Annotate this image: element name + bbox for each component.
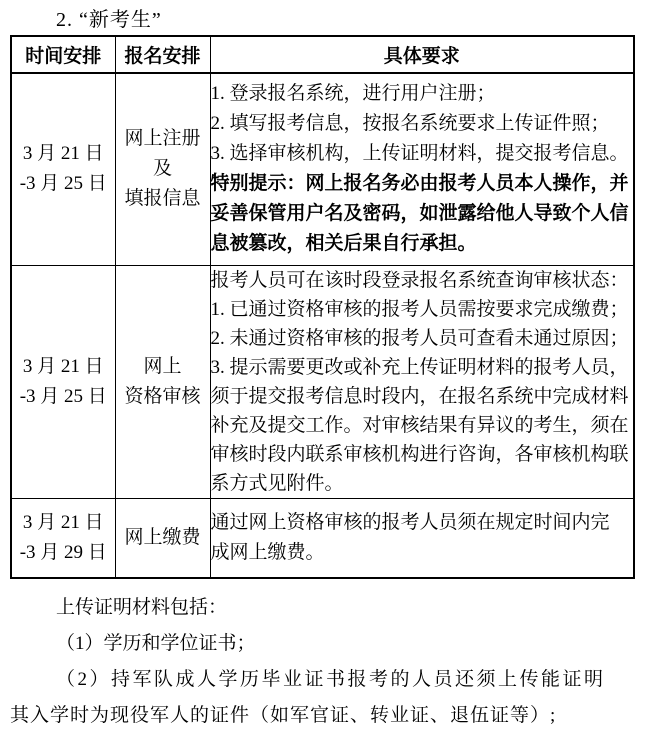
requirement-line: 2. 未通过资格审核的报考人员可查看未通过原因； <box>210 327 629 349</box>
arrangement-line: 填报信息 <box>124 188 201 210</box>
arrangement-cell <box>115 73 210 265</box>
requirements-cell <box>210 265 634 498</box>
requirement-line: 3. 选择审核机构，上传证明材料，提交报考信息。 <box>210 143 629 165</box>
arrangement-line: 网上 <box>143 355 182 377</box>
arrangement-line: 资格审核 <box>124 385 201 407</box>
table-row-review <box>11 265 634 498</box>
requirement-line: 通过网上资格审核的报考人员须在规定时间内完 <box>210 511 610 533</box>
requirement-line: 审核时段内联系审核机构进行咨询，各审核机构联 <box>210 443 629 465</box>
requirement-line: 3. 提示需要更改或补充上传证明材料的报考人员， <box>210 356 629 378</box>
time-line: -3 月 29 日 <box>19 541 107 563</box>
requirement-line: 1. 登录报名系统，进行用户注册； <box>210 83 496 105</box>
arrangement-cell <box>115 498 210 578</box>
time-line: -3 月 25 日 <box>19 173 107 195</box>
requirements-cell <box>210 498 634 578</box>
note-line-item2: （2）持军队成人学历毕业证书报考的人员还须上传能证明 <box>56 669 606 690</box>
requirement-line: 须于提交报考信息时段内，在报名系统中完成材料 <box>210 385 629 407</box>
special-notice-line: 妥善保管用户名及密码，如泄露给他人导致个人信 <box>210 203 629 225</box>
requirement-line: 2. 填写报考信息，按报名系统要求上传证件照； <box>210 113 610 135</box>
table-row-register <box>11 73 634 265</box>
note-line-item2-continued: 其入学时为现役军人的证件（如军官证、转业证、退伍证等）; <box>10 705 557 726</box>
requirement-line: 系方式见附件。 <box>210 472 344 494</box>
arrangement-line: 及 <box>152 158 172 180</box>
arrangement-cell <box>115 265 210 498</box>
time-line: -3 月 25 日 <box>19 385 107 407</box>
requirements-cell <box>210 73 634 265</box>
special-notice-line: 特别提示：网上报名务必由报考人员本人操作，并 <box>210 173 629 195</box>
table-header-row <box>11 36 634 73</box>
special-notice-line: 息被篡改，相关后果自行承担。 <box>210 233 477 255</box>
column-header-arrangement: 报名安排 <box>115 36 210 73</box>
time-cell <box>11 73 115 265</box>
requirement-line: 成网上缴费。 <box>210 541 325 563</box>
time-line: 3 月 21 日 <box>22 355 104 377</box>
note-line-materials-intro: 上传证明材料包括： <box>56 597 228 618</box>
time-line: 3 月 21 日 <box>22 511 104 533</box>
registration-schedule-table <box>10 35 635 579</box>
requirement-line: 报考人员可在该时段登录报名系统查询审核状态： <box>210 269 629 291</box>
requirement-line: 1. 已通过资格审核的报考人员需按要求完成缴费； <box>210 298 629 320</box>
time-cell <box>11 498 115 578</box>
arrangement-line: 网上缴费 <box>124 526 201 548</box>
table-row-payment <box>11 498 634 578</box>
page-title: 2. “新考生” <box>56 9 162 31</box>
arrangement-line: 网上注册 <box>124 128 201 150</box>
notes-section <box>10 590 635 734</box>
time-cell <box>11 265 115 498</box>
requirement-line: 补充及提交工作。对审核结果有异议的考生，须在 <box>210 414 629 436</box>
column-header-time: 时间安排 <box>11 36 115 73</box>
column-header-requirements: 具体要求 <box>210 36 634 73</box>
time-line: 3 月 21 日 <box>22 143 104 165</box>
note-line-item1: （1）学历和学位证书； <box>56 633 256 654</box>
